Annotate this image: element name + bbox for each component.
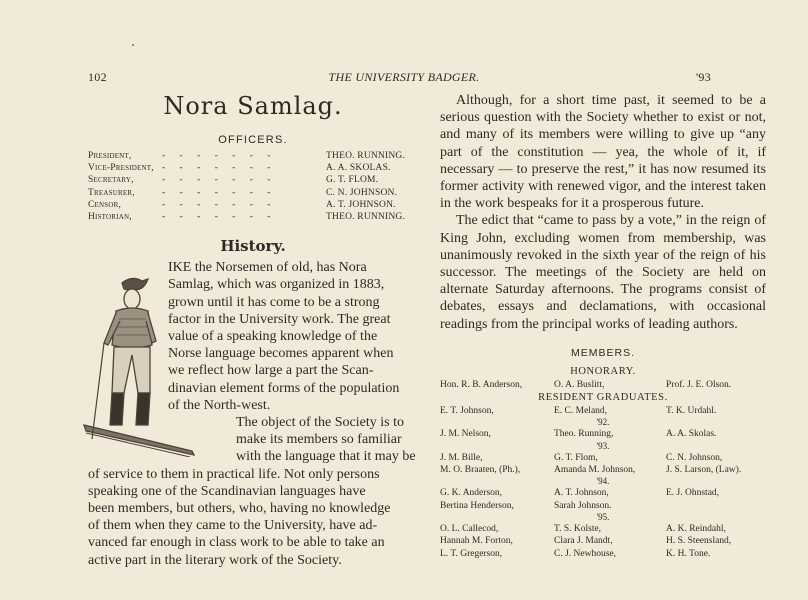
- member-name: C. J. Newhouse,: [554, 548, 617, 559]
- member-name: E. J. Ohnstad,: [666, 488, 720, 499]
- member-name: E. T. Johnson,: [440, 406, 494, 417]
- history-line: of the North-west.: [168, 397, 271, 413]
- history-line: with the language that it may be: [236, 449, 416, 465]
- class-year: '93.: [596, 440, 610, 451]
- member-name: T. K. Urdahl.: [666, 406, 717, 417]
- officers-heading: OFFICERS.: [218, 134, 288, 146]
- member-row: [440, 500, 766, 512]
- right-column: [440, 92, 766, 560]
- member-row: [440, 428, 766, 440]
- member-row: [440, 523, 766, 535]
- member-name: O. L. Callecod,: [440, 523, 499, 534]
- history-line: The object of the Society is to: [236, 414, 404, 430]
- officer-name: A. T. JOHNSON.: [326, 199, 396, 210]
- officer-name: A. A. SKOLAS.: [326, 163, 391, 174]
- member-name: J. M. Bille,: [440, 452, 483, 463]
- leader-dashes: - - - - - - -: [162, 199, 277, 210]
- member-name: [666, 500, 766, 512]
- officer-row: [88, 187, 418, 199]
- history-line: IKE the Norsemen of old, has Nora: [168, 260, 367, 276]
- members-heading: MEMBERS.: [570, 346, 635, 359]
- class-year: '92.: [596, 417, 610, 428]
- paragraph: The edict that “came to pass by a vote,” in the reign of King John, excluding women from membership, was unanimously revoked in the sixth year of the reign of his successor. The meetings of the Society are held on alternate Saturday afternoons. The programs consist of debates, essays and declamations, with occasional readings from the principal works of leading authors.: [440, 213, 766, 332]
- officer-role: Treasurer,: [88, 187, 135, 198]
- skier-illustration: [82, 275, 200, 457]
- class-year: '95.: [596, 511, 610, 522]
- history-body: [88, 259, 418, 569]
- member-row: [440, 548, 766, 560]
- member-name: Prof. J. E. Olson.: [666, 379, 732, 390]
- officer-role: Vice-President,: [88, 163, 154, 174]
- leader-dashes: - - - - - - -: [162, 175, 277, 186]
- member-name: G. T. Flom,: [554, 452, 598, 463]
- member-name: E. C. Meland,: [554, 406, 608, 417]
- running-title: THE UNIVERSITY BADGER.: [328, 70, 480, 84]
- officer-row: [88, 199, 418, 211]
- officer-row: [88, 162, 418, 174]
- member-name: A. K. Reindahl,: [666, 523, 726, 534]
- paper-speck: [132, 44, 134, 46]
- member-name: Amanda M. Johnson,: [554, 465, 636, 476]
- history-line: grown until it has come to be a strong: [168, 294, 380, 310]
- member-name: Sarah Johnson.: [554, 500, 612, 511]
- society-title: Nora Samlag.: [163, 92, 343, 120]
- officer-role: Historian,: [88, 211, 132, 222]
- member-name: J. S. Larson, (Law).: [666, 465, 742, 476]
- paragraph: Although, for a short time past, it seemed to be a serious question with the Society whether to exist or not, and many of its members were willing to give up “any part of the constitution — yea, the whole of it, if necessary — to preserve the rest,” it has now resumed its former activity with renewed vigor, and the interest taken in the work bespeaks for it a prosperous future.: [440, 93, 766, 212]
- member-name: Bertina Henderson,: [440, 500, 514, 511]
- officers-list: [88, 150, 418, 223]
- history-line: been members, but others, who, having no knowledge: [88, 500, 391, 516]
- member-name: G. K. Anderson,: [440, 488, 503, 499]
- resident-graduates-heading: RESIDENT GRADUATES.: [538, 392, 668, 404]
- officer-row: [88, 174, 418, 186]
- page-number-right: '93: [695, 70, 711, 84]
- leader-dashes: - - - - - - -: [162, 211, 277, 222]
- member-name: L. T. Gregerson,: [440, 548, 503, 559]
- history-wrapped-text: [168, 259, 418, 465]
- member-name: K. H. Tone.: [666, 548, 711, 559]
- history-line: Samlag, which was organized in 1883,: [168, 277, 385, 293]
- officer-row: [88, 211, 418, 223]
- history-line: factor in the University work. The great: [168, 311, 391, 327]
- member-row: [440, 405, 766, 417]
- member-name: A. T. Johnson,: [554, 488, 609, 499]
- officer-role: Secretary,: [88, 175, 134, 186]
- officer-name: THEO. RUNNING.: [326, 151, 406, 161]
- officer-role: President,: [88, 151, 132, 161]
- member-name: Hannah M. Forton,: [440, 536, 513, 547]
- leader-dashes: - - - - - - -: [162, 163, 277, 174]
- history-line: of service to them in practical life. Not only persons: [88, 466, 380, 482]
- page-number-left: 102: [88, 70, 107, 84]
- officer-name: C. N. JOHNSON.: [326, 187, 398, 198]
- member-name: H. S. Steensland,: [666, 536, 732, 547]
- history-line: we reflect how large a part the Scan-: [168, 363, 374, 379]
- member-name: J. M. Nelson,: [440, 429, 491, 440]
- member-row: [440, 487, 766, 499]
- member-row: [440, 379, 766, 391]
- officer-name: THEO. RUNNING.: [326, 211, 406, 222]
- member-row: [440, 452, 766, 464]
- officer-name: G. T. FLOM.: [326, 175, 379, 186]
- history-line: dinavian element forms of the population: [168, 380, 400, 396]
- member-name: Clara J. Mandt,: [554, 536, 613, 547]
- history-line: of them when they came to the University, have ad-: [88, 518, 378, 534]
- history-line: make its members so familiar: [236, 432, 402, 448]
- member-name: T. S. Kolste,: [554, 523, 602, 534]
- class-year: '94.: [596, 476, 610, 487]
- officer-row: [88, 150, 418, 162]
- history-line: speaking one of the Scandinavian languages have: [88, 483, 366, 499]
- member-name: O. A. Buslitt,: [554, 379, 605, 390]
- member-name: C. N. Johnson,: [666, 452, 723, 463]
- member-name: A. A. Skolas.: [666, 429, 717, 440]
- leader-dashes: - - - - - - -: [162, 151, 277, 161]
- member-name: Theo. Running,: [554, 429, 614, 440]
- member-row: [440, 535, 766, 547]
- left-column: [88, 88, 418, 569]
- history-line: active part in the literary work of the Society.: [88, 552, 342, 568]
- member-row: [440, 464, 766, 476]
- history-line: vanced far enough in class work to be able to take an: [88, 535, 385, 551]
- history-line: value of a speaking knowledge of the: [168, 328, 378, 344]
- honorary-heading: HONORARY.: [570, 365, 636, 377]
- history-heading: History.: [220, 237, 286, 256]
- history-line: Norse language becomes apparent when: [168, 346, 394, 362]
- member-name: M. O. Braaten, (Ph.),: [440, 465, 521, 476]
- history-full-text: [88, 466, 418, 569]
- member-name: Hon. R. B. Anderson,: [440, 379, 523, 390]
- officer-role: Censor,: [88, 199, 122, 210]
- leader-dashes: - - - - - - -: [162, 187, 277, 198]
